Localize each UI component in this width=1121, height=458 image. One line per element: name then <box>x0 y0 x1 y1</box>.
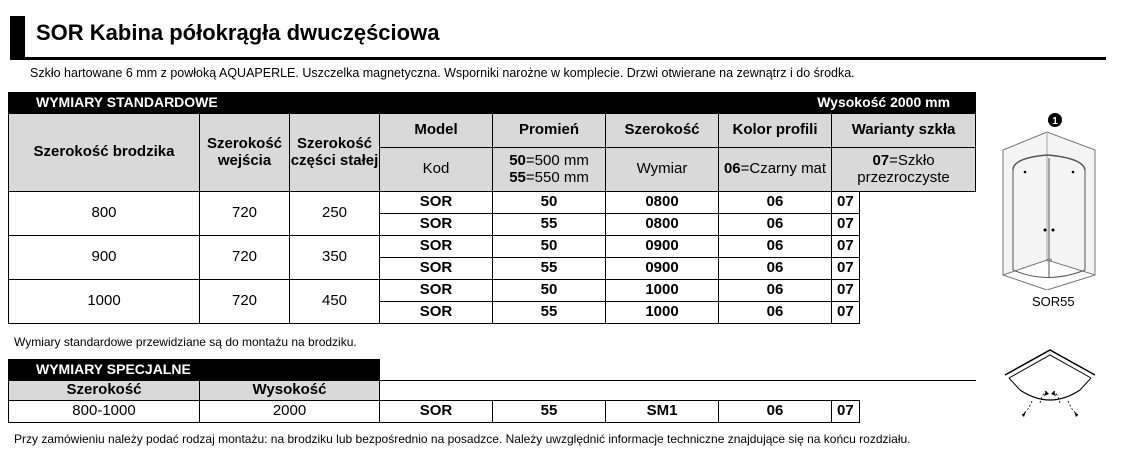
product-description: Szkło hartowane 6 mm z powłoką AQUAPERLE. Uszczelka magnetyczna. Wsporniki narożne w komplecie. Drzwi otwierane na zewnątrz i do środka. <box>30 66 855 80</box>
fixed-width-cell: 250 <box>290 192 380 236</box>
header-glass-variants: Warianty szkła <box>832 114 976 148</box>
glass-cell: 07 <box>832 214 860 236</box>
fixed-width-cell: 450 <box>290 280 380 324</box>
special-note: Przy zamówieniu należy podać rodzaj montażu: na brodziku lub bezpośrednio na posadzce. Należy uwzględnić informacje techniczne znajdujące się na końcu rozdziału. <box>14 432 911 446</box>
title-bar <box>10 16 1106 60</box>
special-width-cell: 800-1000 <box>9 401 200 423</box>
glass-code: 07 <box>872 152 890 169</box>
table-row <box>9 192 976 214</box>
page-title: SOR Kabina półokrągła dwuczęściowa <box>36 20 440 45</box>
header-entry-width: Szerokość wejścia <box>200 114 290 192</box>
special-model-cell: SOR <box>380 401 493 423</box>
width-cell: 0900 <box>606 236 719 258</box>
glass-text: =Szkło przezroczyste <box>857 152 950 186</box>
tray-width-cell: 800 <box>9 192 200 236</box>
glass-cell: 07 <box>832 280 860 302</box>
color-cell: 06 <box>719 302 832 324</box>
header-model: Model <box>380 114 493 148</box>
color-code: 06 <box>723 160 741 178</box>
special-header-width: Szerokość <box>9 381 200 401</box>
entry-width-cell: 720 <box>200 192 290 236</box>
subheader-glass <box>832 148 976 192</box>
radius-cell: 55 <box>493 214 606 236</box>
radius-cell: 55 <box>493 258 606 280</box>
header-width: Szerokość <box>606 114 719 148</box>
cabin-top-view-diagram <box>1000 345 1100 425</box>
model-cell: SOR <box>380 258 493 280</box>
header-tray-width: Szerokość brodzika <box>9 114 200 192</box>
model-cell: SOR <box>380 280 493 302</box>
shower-cabin-illustration <box>995 110 1100 290</box>
glass-cell: 07 <box>832 302 860 324</box>
special-section-title: WYMIARY SPECJALNE <box>9 360 380 381</box>
color-cell: 06 <box>719 192 832 214</box>
color-cell: 06 <box>719 280 832 302</box>
standard-dimensions-table <box>8 92 976 324</box>
width-cell: 0800 <box>606 192 719 214</box>
special-glass-cell: 07 <box>832 401 860 423</box>
subheader-radius <box>493 148 606 192</box>
radius-text-55: =550 mm <box>525 168 589 186</box>
width-cell: 1000 <box>606 302 719 324</box>
special-radius-cell: 55 <box>493 401 606 423</box>
table-row <box>9 280 976 302</box>
radius-code-55: 55 <box>509 168 526 186</box>
color-cell: 06 <box>719 236 832 258</box>
radius-cell: 55 <box>493 302 606 324</box>
radius-cell: 50 <box>493 280 606 302</box>
fixed-width-cell: 350 <box>290 236 380 280</box>
glass-cell: 07 <box>832 192 860 214</box>
color-text: =Czarny mat <box>740 160 827 178</box>
standard-section-title: WYMIARY STANDARDOWE <box>9 93 606 114</box>
special-dimensions-table <box>8 359 976 423</box>
entry-width-cell: 720 <box>200 236 290 280</box>
special-height-cell: 2000 <box>200 401 380 423</box>
model-cell: SOR <box>380 236 493 258</box>
radius-cell: 50 <box>493 236 606 258</box>
special-header-height: Wysokość <box>200 381 380 401</box>
special-section-header <box>9 360 976 381</box>
figure-marker: 1 <box>1052 116 1058 127</box>
special-row <box>9 401 976 423</box>
radius-code-50: 50 <box>509 152 526 169</box>
width-cell: 1000 <box>606 280 719 302</box>
tray-width-cell: 900 <box>9 236 200 280</box>
title-accent <box>10 16 25 60</box>
standard-note: Wymiary standardowe przewidziane są do montażu na brodziku. <box>14 335 357 349</box>
subheader-width: Wymiar <box>606 148 719 192</box>
model-cell: SOR <box>380 214 493 236</box>
header-radius: Promień <box>493 114 606 148</box>
model-cell: SOR <box>380 192 493 214</box>
width-cell: 0900 <box>606 258 719 280</box>
model-cell: SOR <box>380 302 493 324</box>
entry-width-cell: 720 <box>200 280 290 324</box>
radius-cell: 50 <box>493 192 606 214</box>
glass-cell: 07 <box>832 258 860 280</box>
glass-cell: 07 <box>832 236 860 258</box>
color-cell: 06 <box>719 214 832 236</box>
header-fixed-width: Szerokość części stałej <box>290 114 380 192</box>
tray-width-cell: 1000 <box>9 280 200 324</box>
special-dim-cell: SM1 <box>606 401 719 423</box>
table-row <box>9 236 976 258</box>
figure-label: SOR55 <box>1032 294 1075 309</box>
radius-text-50: =500 mm <box>525 152 589 169</box>
header-profile-color: Kolor profili <box>719 114 832 148</box>
special-color-cell: 06 <box>719 401 832 423</box>
subheader-model: Kod <box>380 148 493 192</box>
width-cell: 0800 <box>606 214 719 236</box>
standard-section-header <box>9 93 976 114</box>
color-cell: 06 <box>719 258 832 280</box>
subheader-color <box>719 148 832 192</box>
height-label: Wysokość 2000 mm <box>606 93 976 114</box>
